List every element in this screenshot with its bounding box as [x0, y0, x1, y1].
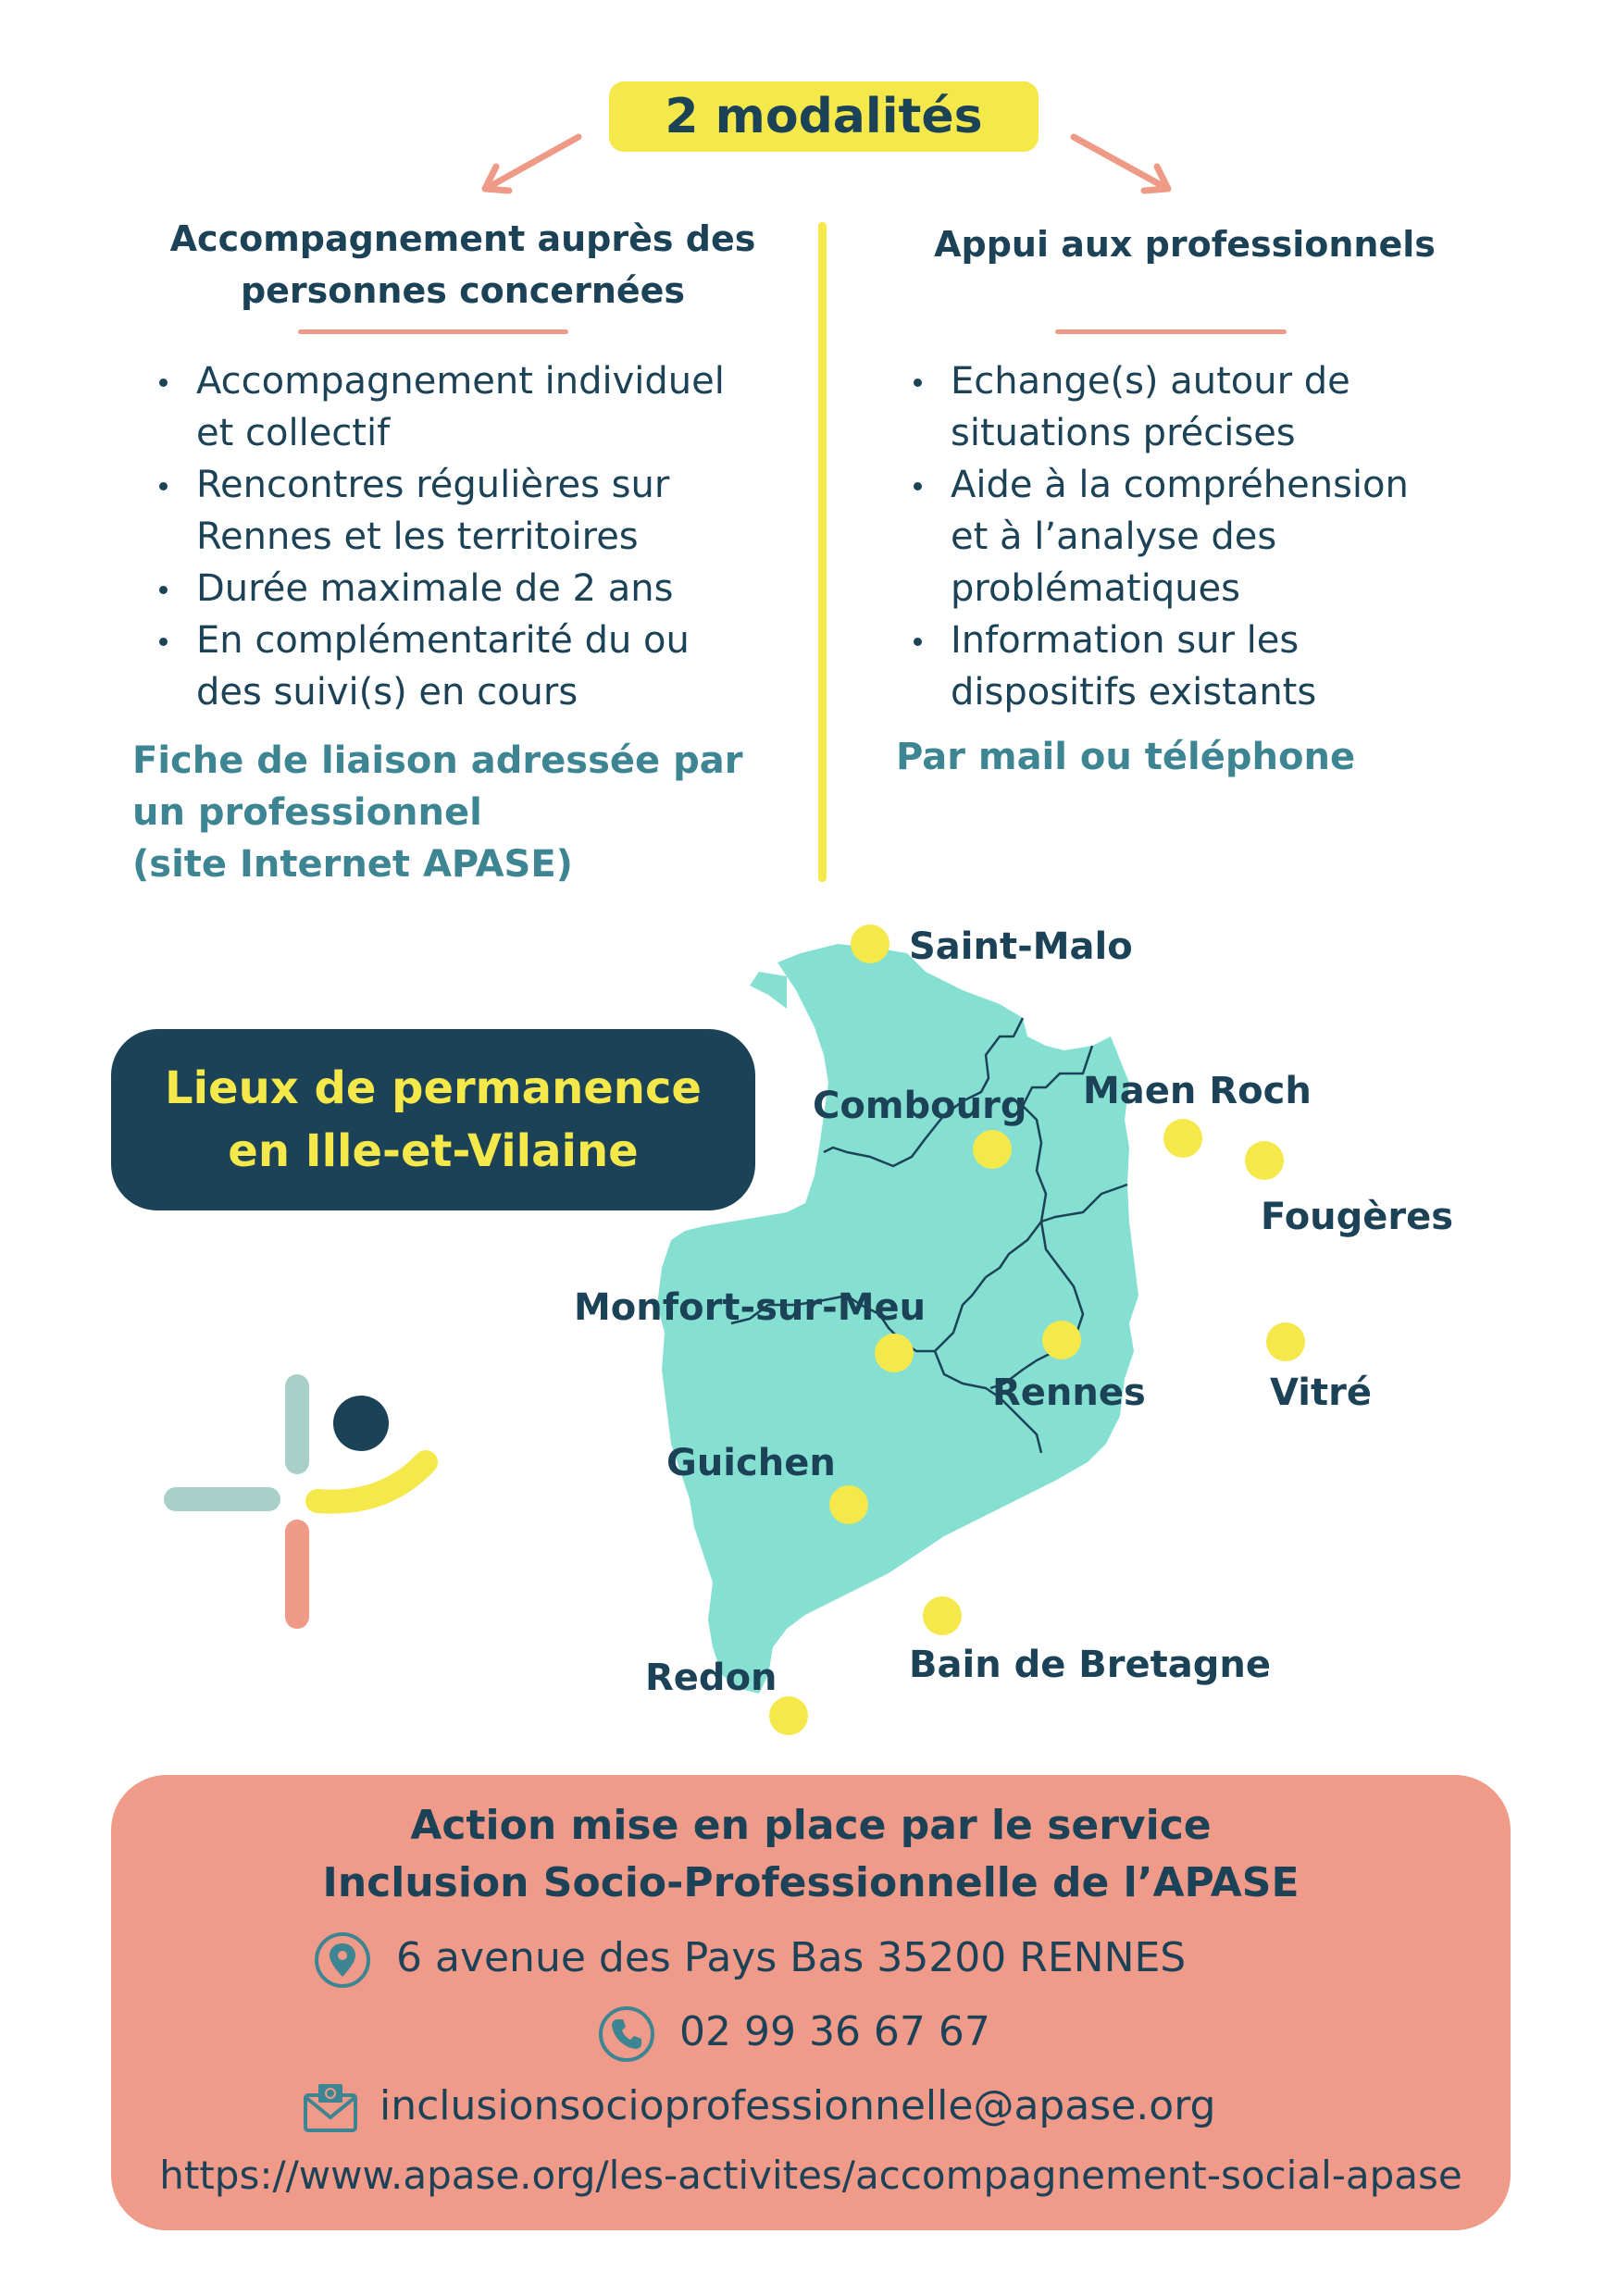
- left-column-heading: [120, 213, 805, 316]
- column-divider: [818, 222, 827, 882]
- city-label-fougeres: Fougères: [1261, 1196, 1454, 1238]
- list-item: Information sur les dispositifs existants: [902, 614, 1550, 718]
- footer-website-link[interactable]: https://www.apase.org/les-activites/accompagnement-social-apase: [159, 2153, 1462, 2198]
- right-column-heading: Appui aux professionnels: [934, 224, 1436, 265]
- phone-icon: [597, 2004, 656, 2064]
- footer-email[interactable]: inclusionsocioprofessionnelle@apase.org: [379, 2082, 1216, 2129]
- ille-et-vilaine-map: [648, 916, 1379, 1749]
- right-bullet-list: [902, 355, 1550, 718]
- left-heading-line2: personnes concernées: [240, 270, 686, 311]
- email-envelope-icon: [300, 2080, 361, 2136]
- location-pin-icon: [313, 1930, 372, 1990]
- list-item: Rencontres régulières sur Rennes et les territoires: [148, 459, 815, 563]
- city-label-redon: Redon: [645, 1657, 777, 1699]
- right-heading-underline: [1055, 329, 1287, 334]
- arrow-right-icon: [1063, 130, 1183, 204]
- list-item: Durée maximale de 2 ans: [148, 563, 815, 614]
- footer-address: 6 avenue des Pays Bas 35200 RENNES: [396, 1934, 1187, 1981]
- left-heading-underline: [298, 329, 568, 334]
- apase-logo: [162, 1370, 449, 1638]
- city-label-saint-malo: Saint-Malo: [909, 925, 1133, 968]
- city-label-guichen: Guichen: [666, 1442, 836, 1484]
- modalites-title: 2 modalités: [609, 81, 1039, 152]
- right-contact-note: Par mail ou téléphone: [896, 736, 1356, 778]
- left-bullet-list: [148, 355, 815, 718]
- footer-contact-panel: [111, 1775, 1511, 2230]
- city-label-maen-roch: Maen Roch: [1083, 1070, 1312, 1112]
- city-label-rennes: Rennes: [992, 1371, 1146, 1414]
- list-item: En complémentarité du ou des suivi(s) en cours: [148, 614, 815, 718]
- permanence-badge: Lieux de permanence en Ille-et-Vilaine: [111, 1029, 755, 1210]
- list-item: Accompagnement individuel et collectif: [148, 355, 815, 459]
- city-label-monfort: Monfort-sur-Meu: [574, 1286, 927, 1329]
- footer-phone: 02 99 36 67 67: [679, 2008, 990, 2055]
- list-item: Aide à la compréhension et à l’analyse des problématiques: [902, 459, 1550, 614]
- arrow-left-icon: [472, 130, 592, 204]
- left-referral-note: Fiche de liaison adressée par un professionnel (site Internet APASE): [132, 739, 743, 886]
- left-heading-line1: Accompagnement auprès des: [169, 218, 756, 259]
- city-label-vitre: Vitré: [1270, 1371, 1372, 1414]
- footer-heading: Action mise en place par le service Inclusion Socio-Professionnelle de l’APASE: [322, 1802, 1300, 1906]
- city-label-combourg: Combourg: [813, 1085, 1027, 1127]
- city-label-bain: Bain de Bretagne: [909, 1644, 1271, 1686]
- list-item: Echange(s) autour de situations précises: [902, 355, 1550, 459]
